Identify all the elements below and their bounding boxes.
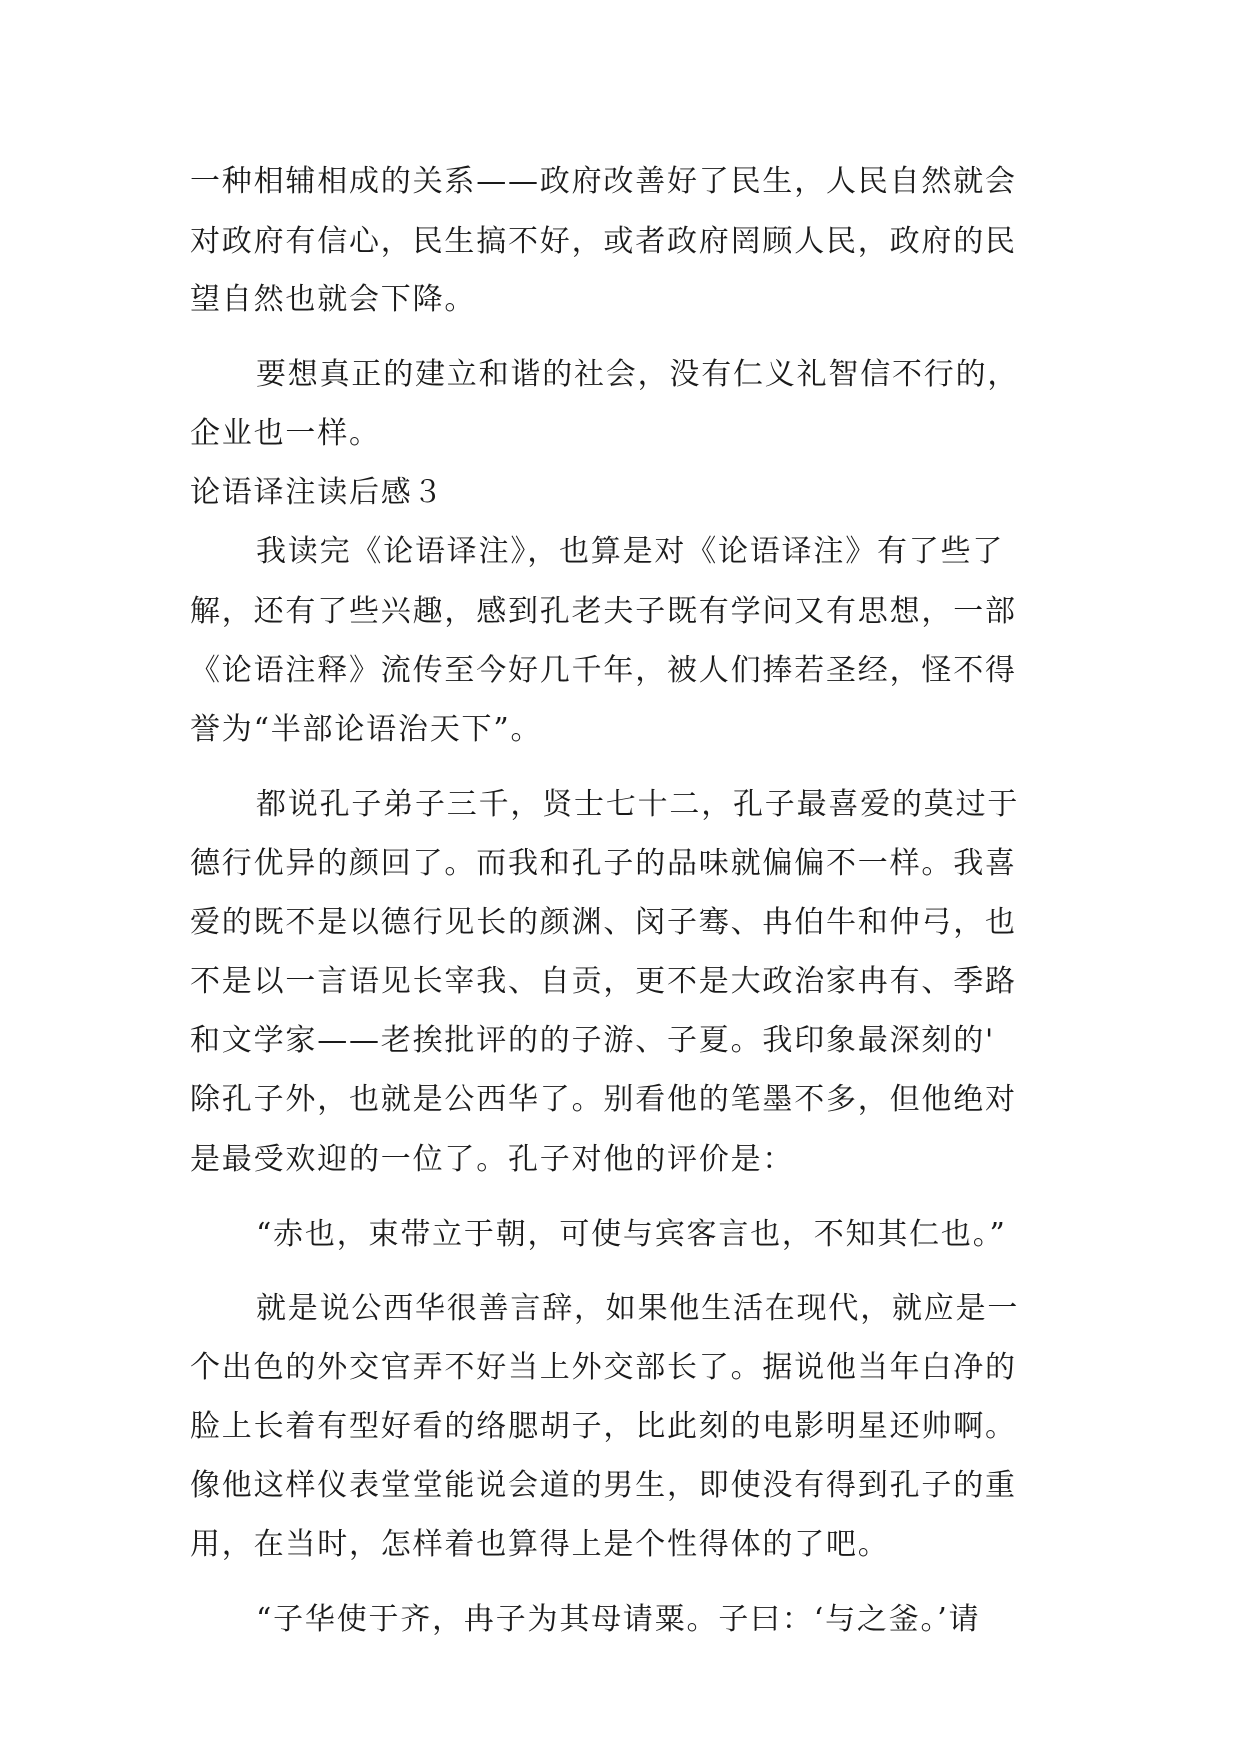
text-line: 除孔子外，也就是公西华了。别看他的笔墨不多，但他绝对 <box>190 1082 1017 1117</box>
text-line: 脸上长着有型好看的络腮胡子，比此刻的电影明星还帅啊。 <box>190 1409 1017 1444</box>
quote-line: “赤也，束带立于朝，可使与宾客言也，不知其仁也。” <box>256 1217 1007 1252</box>
quote-line: “子华使于齐，冉子为其母请粟。子曰：‘与之釜。’请 <box>256 1602 981 1637</box>
text-line: 望自然也就会下降。 <box>190 282 477 317</box>
section-title: 论语译注读后感３ <box>190 475 445 510</box>
text-line: 爱的既不是以德行见长的颜渊、闵子骞、冉伯牛和仲弓，也 <box>190 905 1017 940</box>
text-line: 对政府有信心，民生搞不好，或者政府罔顾人民，政府的民 <box>190 224 1017 259</box>
text-line: 《论语注释》流传至今好几千年，被人们捧若圣经，怪不得 <box>190 653 1017 688</box>
text-line: 企业也一样。 <box>190 416 381 451</box>
paragraph-start-line: 我读完《论语译注》，也算是对《论语译注》有了些了 <box>256 534 1005 569</box>
paragraph-start-line: 就是说公西华很善言辞，如果他生活在现代，就应是一 <box>256 1291 1020 1326</box>
text-line: 像他这样仪表堂堂能说会道的男生，即使没有得到孔子的重 <box>190 1468 1017 1503</box>
paragraph-start-line: 都说孔子弟子三千，贤士七十二，孔子最喜爱的莫过于 <box>256 787 1020 822</box>
text-line: 誉为“半部论语治天下”。 <box>190 712 543 747</box>
text-line: 一种相辅相成的关系——政府改善好了民生，人民自然就会 <box>190 164 1017 199</box>
text-line: 是最受欢迎的一位了。孔子对他的评价是： <box>190 1142 795 1177</box>
text-line: 个出色的外交官弄不好当上外交部长了。据说他当年白净的 <box>190 1350 1017 1385</box>
paragraph-start-line: 要想真正的建立和谐的社会，没有仁义礼智信不行的， <box>256 357 1020 392</box>
text-line: 不是以一言语见长宰我、自贡，更不是大政治家冉有、季路 <box>190 964 1017 999</box>
text-line: 用，在当时，怎样着也算得上是个性得体的了吧。 <box>190 1527 890 1562</box>
text-line: 和文学家——老挨批评的的子游、子夏。我印象最深刻的' <box>190 1023 996 1058</box>
text-line: 解，还有了些兴趣，感到孔老夫子既有学问又有思想，一部 <box>190 594 1017 629</box>
text-line: 德行优异的颜回了。而我和孔子的品味就偏偏不一样。我喜 <box>190 846 1017 881</box>
